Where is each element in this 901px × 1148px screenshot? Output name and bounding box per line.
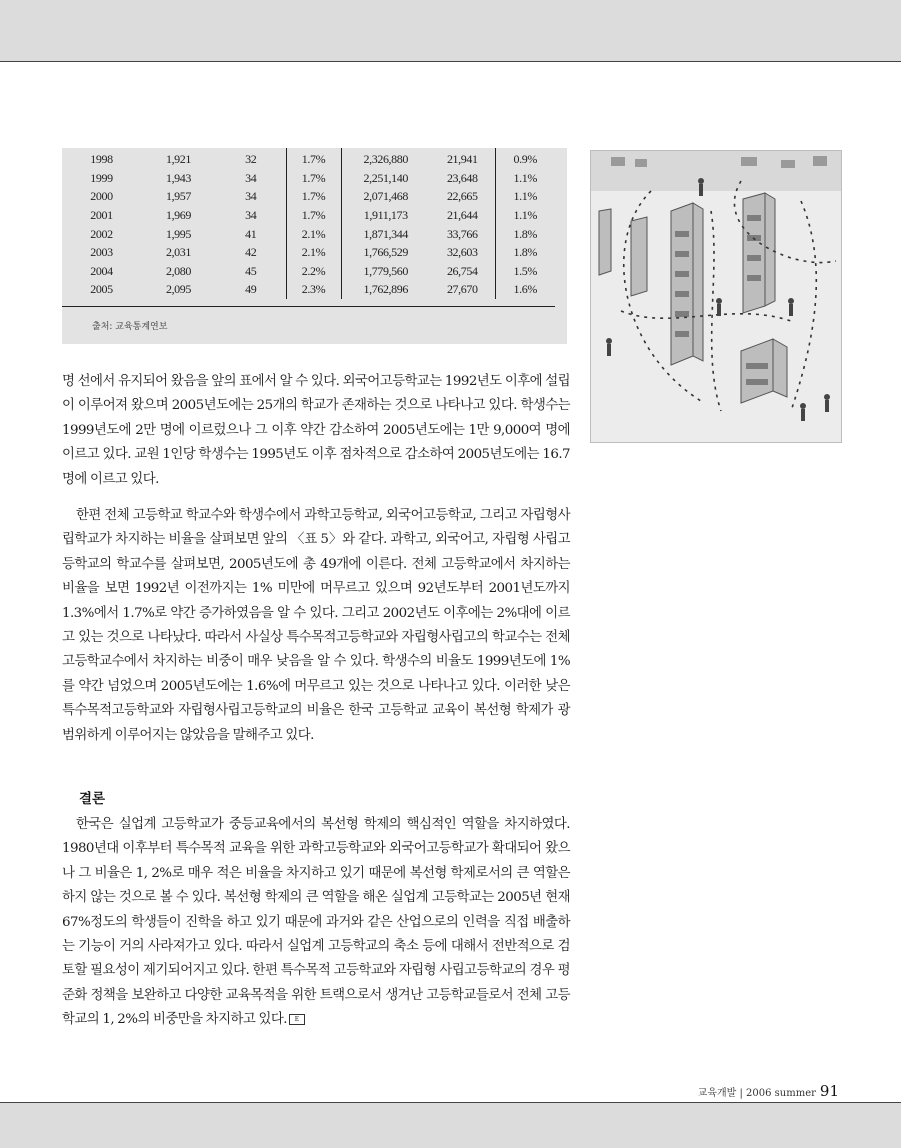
table-source-note: 출처: 교육통계연보	[92, 322, 168, 332]
table-cell: 21,644	[430, 206, 495, 225]
table-cell: 34	[216, 187, 286, 206]
table-cell: 1.8%	[513, 226, 537, 241]
table-cell: 41	[216, 224, 286, 243]
table-cell: 34	[216, 169, 286, 188]
table-cell: 2003	[90, 245, 113, 260]
table-cell: 1,766,529	[363, 245, 408, 260]
table-cell: 2.2%	[286, 262, 341, 281]
section-heading-conclusion: 결론	[79, 791, 106, 807]
table-cell: 2,095	[165, 282, 191, 297]
table-cell: 2.1%	[286, 243, 341, 262]
table-cell: 0.9%	[513, 152, 537, 167]
illustration-image	[590, 150, 842, 443]
table-cell: 23,648	[430, 169, 495, 188]
page-number: 91	[819, 1082, 839, 1100]
table-cell: 22,665	[430, 187, 495, 206]
table-cell: 1998	[90, 152, 113, 167]
table-cell: 1999	[90, 170, 113, 185]
end-of-article-icon: E	[289, 1014, 305, 1025]
table-cell: 1,911,173	[363, 208, 408, 223]
table-cell: 2,080	[165, 263, 191, 278]
table-cell: 2,071,468	[363, 189, 408, 204]
bottom-gray-band	[0, 1102, 901, 1148]
statistics-table	[62, 148, 555, 299]
table-cell: 1.7%	[286, 169, 341, 188]
table-bottom-rule	[62, 306, 555, 307]
table-cell: 2005	[90, 282, 113, 297]
table-cell: 1.7%	[286, 206, 341, 225]
table-cell: 1,969	[165, 208, 191, 223]
table-cell: 2,251,140	[363, 170, 408, 185]
table-cell: 21,941	[430, 148, 495, 169]
table-cell: 26,754	[430, 262, 495, 281]
table-cell: 2001	[90, 208, 113, 223]
table-cell: 2004	[90, 263, 113, 278]
illustration-drawing	[591, 151, 842, 443]
table-cell: 2,031	[165, 245, 191, 260]
table-cell: 1,921	[165, 152, 191, 167]
conclusion-text: 한국은 실업계 고등학교가 중등교육에서의 복선형 학제의 핵심적인 역할을 차지하였다. 1980년대 이후부터 특수목적 교육을 위한 과학고등학교와 외국어고등학교가 확대되어 왔으나 그 비율은 1, 2%로 매우 적은 비율을 차지하고 있기 때문에 복선형 학제로서의 큰 역할은 하지 않는 것으로 볼 수 있다. 복선형 학제의 큰 역할을 해온 실업계 고등학교는 2005년 현재 67%정도의 학생들이 진학을 하고 있기 때문에 과거와 같은 산업으로의 인력을 직접 배출하는 기능이 거의 사라져가고 있다. 따라서 실업계 고등학교의 축소 등에 대해서 전반적으로 검토할 필요성이 제기되어지고 있다. 한편 특수목적 고등학교와 자립형 사립고등학교의 경우 평준화 정책을 보완하고 다양한 교육목적을 위한 트랙으로서 생겨난 고등학교들로서 전체 고등학교의 1, 2%의 비중만을 차지하고 있다.	[62, 817, 570, 1028]
table-cell: 1.6%	[513, 282, 537, 297]
table-cell: 1,762,896	[363, 282, 408, 297]
body-paragraph-1: 명 선에서 유지되어 왔음을 앞의 표에서 알 수 있다. 외국어고등학교는 1992년도 이후에 설립이 이루어져 왔으며 2005년도에는 25개의 학교가 존재하는 것으로 나타나고 있다. 학생수는 1999년도에 2만 명에 이르렀으나 그 이후 약간 감소하여 2005년도에는 1만 9,000여 명에 이르고 있다. 교원 1인당 학생수는 1995년도 이후 점차적으로 감소하여 2005년도에는 16.7명에 이르고 있다.	[62, 374, 570, 487]
table-cell: 42	[216, 243, 286, 262]
table-cell: 1,779,560	[363, 263, 408, 278]
body-paragraph-3	[62, 813, 570, 1033]
table-cell: 1,957	[165, 189, 191, 204]
table-cell: 1,995	[165, 226, 191, 241]
table-row	[62, 169, 555, 188]
table-row	[62, 148, 555, 169]
page-footer	[698, 1082, 839, 1100]
table-cell: 1.1%	[513, 170, 537, 185]
table-cell: 1,871,344	[363, 226, 408, 241]
table-cell: 32	[216, 148, 286, 169]
table-cell: 49	[216, 280, 286, 299]
table-cell: 1.8%	[513, 245, 537, 260]
table-cell: 2002	[90, 226, 113, 241]
table-cell: 32,603	[430, 243, 495, 262]
table-cell: 33,766	[430, 224, 495, 243]
table-cell: 2.3%	[286, 280, 341, 299]
table-cell: 2000	[90, 189, 113, 204]
table-cell: 1.7%	[286, 187, 341, 206]
table-cell: 1.1%	[513, 208, 537, 223]
table-cell: 2.1%	[286, 224, 341, 243]
table-row	[62, 243, 555, 262]
table-cell: 1,943	[165, 170, 191, 185]
table-row	[62, 206, 555, 225]
table-row	[62, 280, 555, 299]
table-cell: 34	[216, 206, 286, 225]
top-gray-band	[0, 0, 901, 62]
statistics-table-panel	[62, 148, 567, 344]
body-paragraph-2: 한편 전체 고등학교 학교수와 학생수에서 과학고등학교, 외국어고등학교, 그리고 자립형사립학교가 차지하는 비율을 살펴보면 앞의 〈표 5〉와 같다. 과학고, 외국어고, 자립형 사립고등학교의 학교수를 살펴보면, 2005년도에 총 49개에 이른다. 전체 고등학교에서 차지하는 비율을 보면 1992년 이전까지는 1% 미만에 머무르고 있으며 92년도부터 2001년도까지 1.3%에서 1.7%로 약간 증가하였음을 알 수 있다. 그리고 2002년도 이후에는 2%대에 이르고 있는 것으로 나타났다. 따라서 사실상 특수목적고등학교와 자립형사립고의 학교수는 전체 고등학교수에서 차지하는 비중이 매우 낮음을 알 수 있다. 학생수의 비율도 1999년도에 1%를 약간 넘었으며 2005년도에는 1.6%에 머무르고 있는 것으로 나타나고 있다. 이러한 낮은 특수목적고등학교와 자립형사립고등학교의 비율은 한국 고등학교 교육이 복선형 학제가 광범위하게 이루어지는 않았음을 말해주고 있다.	[62, 508, 570, 743]
footer-publication: 교육개발 | 2006 summer	[697, 1088, 816, 1099]
table-row	[62, 187, 555, 206]
table-cell: 2,326,880	[363, 152, 408, 167]
table-cell: 1.1%	[513, 189, 537, 204]
table-cell: 45	[216, 262, 286, 281]
table-row	[62, 262, 555, 281]
table-cell: 27,670	[430, 280, 495, 299]
table-row	[62, 224, 555, 243]
table-cell: 1.7%	[286, 148, 341, 169]
table-cell: 1.5%	[513, 263, 537, 278]
